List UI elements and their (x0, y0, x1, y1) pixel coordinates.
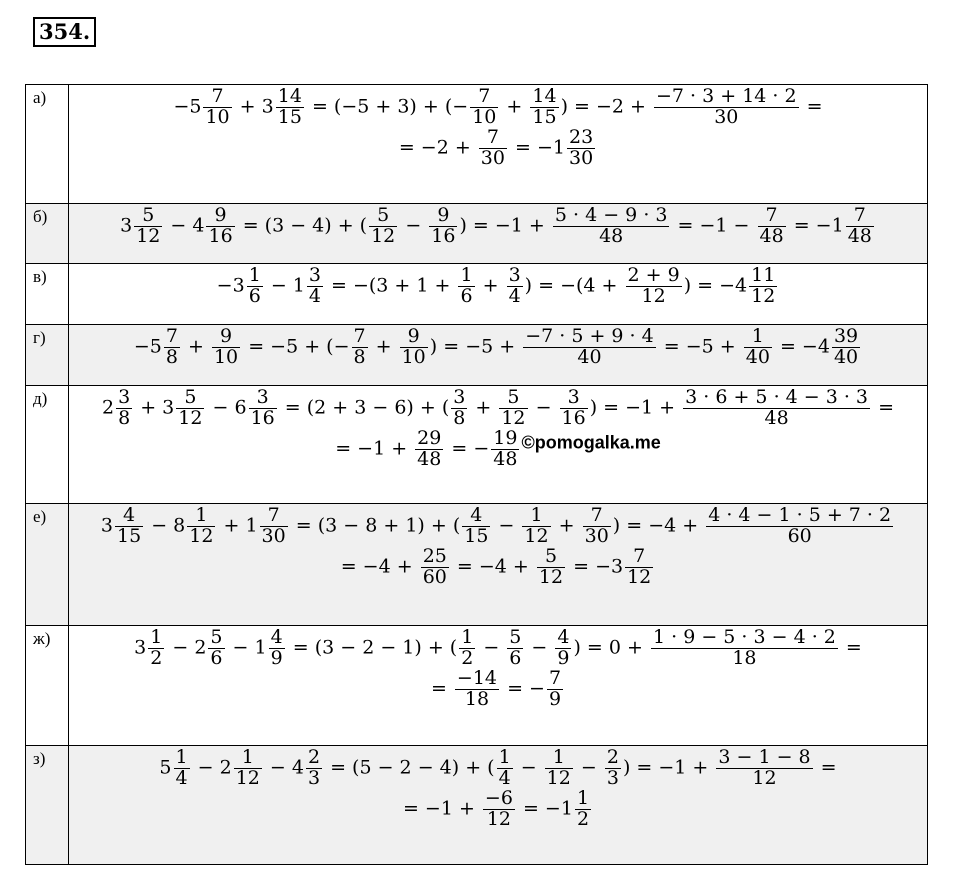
fraction: $\frac{9}{16}$ (208, 204, 233, 247)
fraction: $\frac{29}{48}$ (417, 426, 442, 470)
fraction: $\frac{4 \cdot 4 - 1 \cdot 5 + 7 \cdot 2}{60}$ (708, 504, 892, 547)
fraction: $\frac{5}{12}$ (178, 386, 203, 429)
fraction: $\frac{14}{15}$ (532, 85, 557, 128)
fraction: $\frac{19}{48}$ (493, 426, 518, 470)
fraction: $\frac{3}{16}$ (250, 386, 275, 429)
fraction: $\frac{-14}{18}$ (456, 666, 498, 710)
fraction: $\frac{4}{15}$ (464, 504, 489, 547)
equation-line: 2 $\frac{3}{8}$ + 3 $\frac{5}{12}$ − 6 $\frac{3}{16}$ = (2 + 3 − 6) + ( $\frac{3}{8}$ + $\frac{5}{12}$ − $\frac{3}{16}$ ) = −1 + $\frac{3 \cdot 6 + 5 \cdot 4 - 3 \cdot 3}{48}$ = (102, 386, 894, 429)
fraction: $\frac{-7 \cdot 3 + 14 \cdot 2}{30}$ (655, 85, 797, 128)
fraction: $\frac{23}{30}$ (568, 125, 594, 169)
fraction: $\frac{9}{10}$ (401, 325, 426, 368)
fraction: $\frac{5}{12}$ (501, 386, 526, 429)
row-equation (69, 325, 928, 386)
fraction: $\frac{11}{12}$ (751, 264, 776, 307)
row-label: ж) (26, 626, 69, 746)
fraction: $\frac{3}{4}$ (308, 264, 321, 307)
fraction: $\frac{4}{9}$ (557, 626, 570, 669)
fraction: $\frac{3}{16}$ (561, 386, 586, 429)
fraction: $\frac{5}{12}$ (371, 204, 396, 247)
fraction: $\frac{7}{8}$ (353, 325, 366, 368)
fraction: $\frac{7}{30}$ (480, 125, 505, 169)
equation-line: 3 $\frac{1}{2}$ − 2 $\frac{5}{6}$ − 1 $\frac{4}{9}$ = (3 − 2 − 1) + ( $\frac{1}{2}$ − $\frac{5}{6}$ − $\frac{4}{9}$ ) = 0 + $\frac{1 \cdot 9 - 5 \cdot 3 - 4 \cdot 2}{18}$ = (134, 626, 862, 669)
row-equation (69, 204, 928, 264)
fraction: $\frac{5}{6}$ (210, 626, 223, 669)
equation-line: −5 $\frac{7}{10}$ + 3 $\frac{14}{15}$ = (−5 + 3) + (− $\frac{7}{10}$ + $\frac{14}{15}$ ) = −2 + $\frac{-7 \cdot 3 + 14 \cdot 2}{30}$ = (173, 85, 823, 128)
fraction: $\frac{1}{2}$ (150, 626, 163, 669)
fraction: $\frac{1}{12}$ (524, 504, 549, 547)
fraction: $\frac{1}{2}$ (461, 626, 474, 669)
fraction: $\frac{1}{6}$ (460, 264, 473, 307)
fraction: $\frac{7}{48}$ (847, 204, 872, 247)
equation-line: = −4 + $\frac{25}{60}$ = −4 + $\frac{5}{12}$ = −3 $\frac{7}{12}$ (340, 544, 652, 588)
fraction: $\frac{-6}{12}$ (484, 786, 513, 830)
fraction: $\frac{3 - 1 - 8}{12}$ (718, 746, 811, 789)
row-equation (69, 386, 928, 504)
solution-row (26, 504, 928, 626)
equation-line: −3 $\frac{1}{6}$ − 1 $\frac{3}{4}$ = −(3 + 1 + $\frac{1}{6}$ + $\frac{3}{4}$ ) = −(4 + $\frac{2 + 9}{12}$ ) = −4 $\frac{11}{12}$ (216, 264, 776, 307)
fraction: $\frac{7}{9}$ (548, 666, 562, 710)
equation-line: −5 $\frac{7}{8}$ + $\frac{9}{10}$ = −5 + (− $\frac{7}{8}$ + $\frac{9}{10}$ ) = −5 + $\frac{-7 \cdot 5 + 9 \cdot 4}{40}$ = −5 + $\frac{1}{40}$ = −4 $\frac{39}{40}$ (133, 325, 859, 368)
fraction: $\frac{1}{40}$ (745, 325, 770, 368)
row-equation (69, 264, 928, 325)
fraction: $\frac{3}{4}$ (508, 264, 521, 307)
row-equation (69, 746, 928, 865)
fraction: $\frac{5}{12}$ (538, 544, 564, 588)
fraction: $\frac{25}{60}$ (422, 544, 447, 588)
solution-row (26, 626, 928, 746)
fraction: $\frac{3 \cdot 6 + 5 \cdot 4 - 3 \cdot 3}{48}$ (685, 386, 869, 429)
row-equation (69, 626, 928, 746)
equation-line: = −1 + $\frac{-6}{12}$ = −1 $\frac{1}{2}$ (402, 786, 590, 830)
fraction: $\frac{2}{3}$ (606, 746, 619, 789)
fraction: $\frac{1}{2}$ (576, 786, 590, 830)
solution-row (26, 204, 928, 264)
solution-row (26, 746, 928, 865)
solutions-table (25, 84, 928, 865)
fraction: $\frac{1}{4}$ (175, 746, 188, 789)
fraction: $\frac{9}{16}$ (431, 204, 456, 247)
fraction: $\frac{2 + 9}{12}$ (627, 264, 680, 307)
fraction: $\frac{9}{10}$ (213, 325, 239, 368)
solution-row (26, 264, 928, 325)
problem-number: 354. (33, 17, 96, 47)
fraction: $\frac{5}{6}$ (509, 626, 522, 669)
row-equation (69, 504, 928, 626)
fraction: $\frac{7}{30}$ (261, 504, 286, 547)
fraction: $\frac{-7 \cdot 5 + 9 \cdot 4}{40}$ (525, 325, 654, 368)
fraction: $\frac{14}{15}$ (277, 85, 302, 128)
fraction: $\frac{39}{40}$ (833, 325, 859, 368)
row-label: а) (26, 85, 69, 204)
fraction: $\frac{7}{10}$ (472, 85, 497, 128)
row-equation (69, 85, 928, 204)
row-label: г) (26, 325, 69, 386)
fraction: $\frac{7}{12}$ (627, 544, 652, 588)
fraction: $\frac{7}{10}$ (205, 85, 230, 128)
row-label: в) (26, 264, 69, 325)
fraction: $\frac{7}{48}$ (759, 204, 784, 247)
equation-line: = −2 + $\frac{7}{30}$ = −1 $\frac{23}{30}$ (398, 125, 594, 169)
fraction: $\frac{4}{15}$ (116, 504, 142, 547)
row-label: е) (26, 504, 69, 626)
fraction: $\frac{3}{8}$ (453, 386, 466, 429)
fraction: $\frac{4}{9}$ (270, 626, 283, 669)
fraction: $\frac{1}{12}$ (546, 746, 571, 789)
watermark: ©pomogalka.me (521, 432, 661, 453)
equation-line: = −1 + $\frac{29}{48}$ = − $\frac{19}{48}$ ©pomogalka.me (335, 426, 661, 470)
fraction: $\frac{7}{30}$ (584, 504, 609, 547)
fraction: $\frac{2}{3}$ (307, 746, 321, 789)
equation-line: 3 $\frac{5}{12}$ − 4 $\frac{9}{16}$ = (3 − 4) + ( $\frac{5}{12}$ − $\frac{9}{16}$ ) = −1 + $\frac{5 \cdot 4 - 9 \cdot 3}{48}$ = −1 − $\frac{7}{48}$ = −1 $\frac{7}{48}$ (120, 204, 872, 247)
row-label: д) (26, 386, 69, 504)
solution-row (26, 386, 928, 504)
fraction: $\frac{5}{12}$ (136, 204, 161, 247)
solution-row (26, 85, 928, 204)
fraction: $\frac{1}{12}$ (235, 746, 260, 789)
row-label: з) (26, 746, 69, 865)
fraction: $\frac{7}{8}$ (165, 325, 178, 368)
row-label: б) (26, 204, 69, 264)
fraction: $\frac{1}{4}$ (498, 746, 511, 789)
fraction: $\frac{1}{12}$ (189, 504, 214, 547)
equation-line: 5 $\frac{1}{4}$ − 2 $\frac{1}{12}$ − 4 $\frac{2}{3}$ = (5 − 2 − 4) + ( $\frac{1}{4}$ − $\frac{1}{12}$ − $\frac{2}{3}$ ) = −1 + $\frac{3 - 1 - 8}{12}$ = (159, 746, 837, 789)
fraction: $\frac{1 \cdot 9 - 5 \cdot 3 - 4 \cdot 2}{18}$ (652, 626, 836, 669)
equation-line: = $\frac{-14}{18}$ = − $\frac{7}{9}$ (430, 666, 562, 710)
solution-row (26, 325, 928, 386)
fraction: $\frac{3}{8}$ (118, 386, 131, 429)
fraction: $\frac{1}{6}$ (248, 264, 261, 307)
fraction: $\frac{5 \cdot 4 - 9 \cdot 3}{48}$ (554, 204, 668, 247)
equation-line: 3 $\frac{4}{15}$ − 8 $\frac{1}{12}$ + 1 $\frac{7}{30}$ = (3 − 8 + 1) + ( $\frac{4}{15}$ − $\frac{1}{12}$ + $\frac{7}{30}$ ) = −4 + $\frac{4 \cdot 4 - 1 \cdot 5 + 7 \cdot 2}{60}$ (100, 504, 892, 547)
